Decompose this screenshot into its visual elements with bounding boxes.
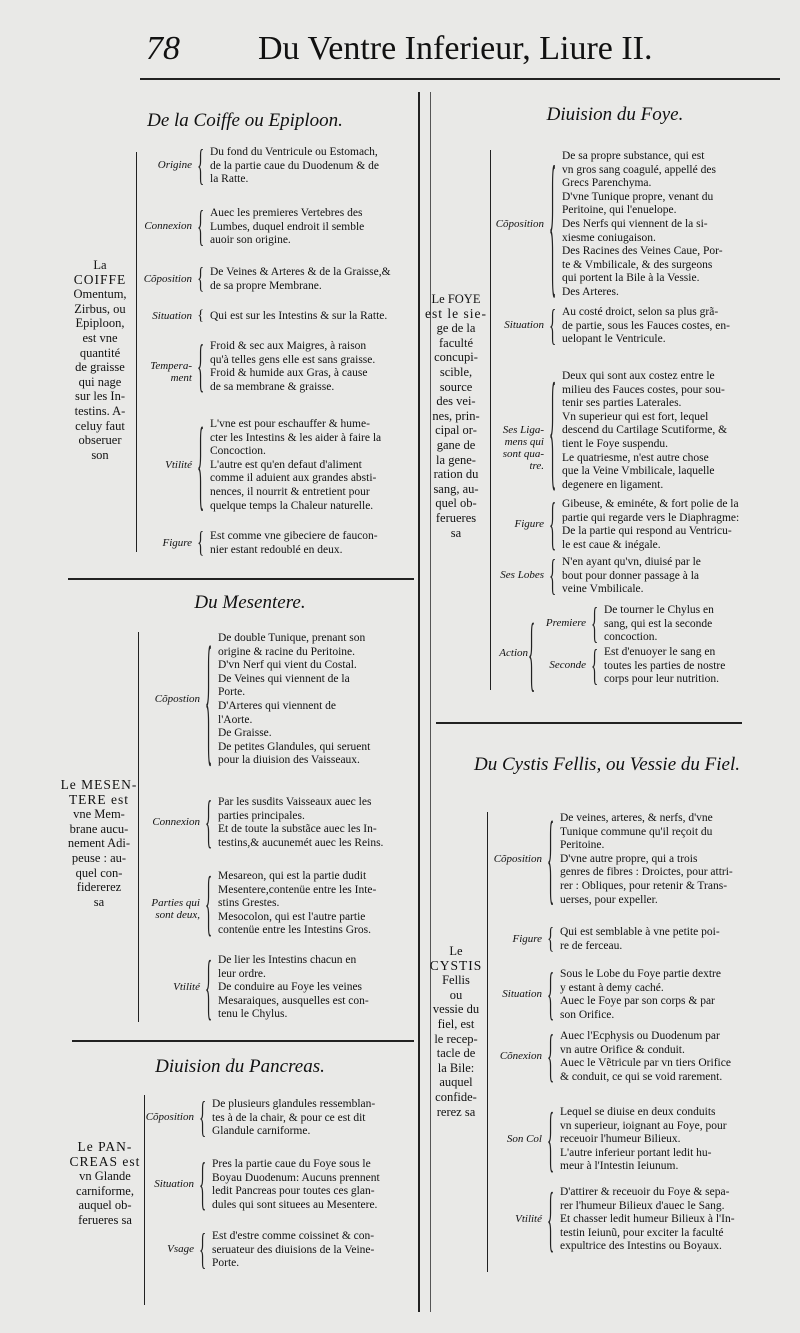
subject-description	[422, 292, 490, 540]
text-line: tes à de la chair, & pour ce est dit	[212, 1111, 366, 1124]
subdivision-label: Connexion	[152, 816, 200, 829]
text-line: quelque temps la Chaleur naturelle.	[210, 499, 374, 512]
brace-glyph: {	[199, 1152, 207, 1217]
subdivision-text	[560, 812, 796, 907]
text-line: De Veines & Arteres & de la Graisse,&	[210, 266, 391, 278]
subject-line: Le FOYE	[431, 292, 481, 306]
text-line: Porte.	[218, 686, 246, 699]
text-line: Concoction.	[210, 445, 266, 458]
subdivision-label: Figure	[162, 536, 192, 549]
text-line: Froid & humide aux Gras, à cause	[210, 367, 368, 380]
text-line: comme il aduient aux grandes absti-	[210, 472, 377, 485]
section-title: De la Coiffe ou Epiploon.	[147, 110, 343, 131]
text-line: De sa propre substance, qui est	[562, 150, 705, 162]
main-brace	[490, 150, 491, 690]
subdivision-label: Cõposition	[493, 852, 542, 865]
text-line: N'en ayant qu'vn, diuisé par le	[562, 556, 701, 568]
section-title: Diuision du Foye.	[546, 104, 684, 125]
text-line: L'autre inferieur portant ledit hu-	[560, 1146, 712, 1159]
text-line: Vn superieur qui est fort, lequel	[562, 410, 709, 423]
text-line: que la Veine Vmbilicale, laquelle	[562, 465, 715, 478]
text-line: tenu le Chylus.	[218, 1008, 288, 1021]
subject-line: des vei-	[436, 394, 476, 409]
rule-cystis	[436, 722, 742, 724]
subdivision-label: Seconde	[549, 659, 586, 672]
text-line: pour la diuision des Vaisseaux.	[218, 754, 360, 767]
text-line: nier estant redoublé en deux.	[210, 543, 343, 556]
text-line: concoction.	[604, 631, 658, 644]
brace-glyph: {	[528, 608, 536, 701]
text-line: Glandule carniforme.	[212, 1125, 311, 1138]
text-line: Tunique commune qu'il reçoit du	[560, 825, 713, 838]
text-line: origine & racine du Peritoine.	[218, 645, 356, 658]
text-line: Est d'estre comme coissinet & con-	[212, 1230, 375, 1242]
brace-glyph: {	[547, 1024, 555, 1089]
subject-line: est le sie-	[425, 305, 487, 321]
subdivision-text	[560, 1186, 796, 1254]
text-line: rer : Obliques, pour retenir & Trans-	[560, 879, 728, 892]
text-line: L'vne est pour eschauffer & hume-	[210, 418, 370, 430]
subject-line: sur les In-	[75, 389, 125, 404]
subject-line: fiel, est	[437, 1016, 475, 1031]
subdivision-label: Vtilité	[173, 981, 200, 993]
text-line: Des Arteres.	[562, 285, 619, 298]
subject-line: TERE est	[68, 791, 130, 807]
main-brace	[136, 152, 137, 552]
subdivision-label: Premiere	[545, 617, 586, 630]
header-rule	[140, 78, 780, 80]
text-line: De lier les Intestins chacun en	[218, 954, 357, 966]
text-line: Lumbes, duquel endroit il semble	[210, 220, 365, 233]
text-line: De petites Glandules, qui seruent	[218, 740, 371, 753]
rule-pancreas	[72, 1040, 414, 1042]
brace-glyph: {	[547, 922, 555, 955]
section-title: Diuision du Pancreas.	[155, 1056, 325, 1077]
text-line: Auec le Vẽtricule par vn tiers Orifice	[560, 1057, 731, 1070]
text-line: meur à l'Intestin Ieiunum.	[560, 1160, 679, 1173]
subdivision-text	[218, 632, 414, 768]
brace-glyph: {	[547, 962, 555, 1027]
text-line: corps pour leur nutrition.	[604, 673, 719, 686]
text-line: Auec le Foye par son corps & par	[560, 995, 715, 1008]
text-line: de sa propre Membrane.	[210, 279, 322, 292]
text-line: D'vn Nerf qui vient du Costal.	[218, 659, 357, 672]
text-line: Et chasser ledit humeur Bilieux à l'In-	[560, 1213, 735, 1226]
subdivision-text	[212, 1158, 418, 1212]
text-line: veine Vmbilicale.	[562, 583, 644, 596]
text-line: cter les Intestins & les aider à faire la	[210, 431, 382, 444]
text-line: Deux qui sont aux costez entre le	[562, 370, 715, 382]
text-line: re de ferceau.	[560, 939, 623, 952]
text-line: leur ordre.	[218, 967, 266, 980]
text-line: degenere en ligament.	[562, 478, 664, 491]
text-line: y estant à demy caché.	[560, 981, 664, 994]
subject-line: sa	[93, 894, 105, 909]
subject-line: vn Glande	[79, 1169, 131, 1184]
text-line: Mesaraiques, ausquelles est con-	[218, 994, 369, 1007]
brace-glyph: {	[197, 141, 205, 190]
text-line: bout pour donner passage à la	[562, 569, 700, 582]
subdivision-text	[562, 370, 794, 492]
subdivision-label: Vtilité	[515, 1213, 542, 1225]
text-line: De la partie qui respond au Ventricu-	[562, 525, 732, 538]
subdivision-label: Situation	[152, 309, 192, 322]
subdivision-label: Action	[499, 647, 528, 659]
subdivision-text	[210, 530, 410, 557]
text-line: Au costé droict, selon sa plus grã-	[562, 306, 719, 318]
text-line: Du fond du Ventricule ou Estomach,	[210, 146, 378, 158]
subdivision-text	[604, 646, 792, 687]
text-line: qu'à telles gens elle est sans graisse.	[210, 353, 376, 366]
brace-glyph: {	[205, 863, 213, 944]
subject-line: ferueres	[435, 510, 477, 525]
subject-line: obseruer	[78, 433, 122, 448]
text-line: genres de fibres : Droictes, pour attri-	[560, 866, 733, 879]
subdivision-text	[218, 870, 414, 938]
text-line: Sous le Lobe du Foye partie dextre	[560, 968, 721, 980]
text-line: Peritoine, qui l'enuelope.	[562, 204, 677, 217]
text-line: stins Grestes.	[218, 897, 280, 910]
subdivision-label: Cõposition	[145, 1111, 194, 1124]
subject-line: le recep-	[434, 1031, 478, 1046]
main-brace	[138, 632, 139, 1022]
brace-glyph: {	[197, 262, 205, 295]
subdivision-label: Parties qui sont deux,	[151, 897, 200, 921]
text-line: & conduit, ce qui se void rarement.	[560, 1070, 723, 1083]
text-line: Des Nerfs qui viennent de la si-	[562, 217, 708, 230]
text-line: de sa membrane & graisse.	[210, 380, 335, 393]
subdivision-text	[210, 146, 410, 187]
subject-line: de graisse	[75, 360, 125, 375]
text-line: contenüe entre les Intestins Gros.	[218, 924, 371, 937]
subject-line: COIFFE	[73, 271, 127, 287]
subject-line: tacle de	[436, 1046, 476, 1061]
text-line: De Veines qui viennent de la	[218, 672, 350, 685]
text-line: D'vne autre propre, qui a trois	[560, 852, 698, 865]
text-line: Grecs Parenchyma.	[562, 177, 652, 190]
subject-line: nement Adi-	[67, 836, 131, 851]
text-line: Le quatriesme, n'est autre chose	[562, 451, 709, 464]
subdivision-text	[210, 310, 410, 324]
text-line: Gibeuse, & eminéte, & fort polie de la	[562, 498, 739, 510]
text-line: Auec les premieres Vertebres des	[210, 207, 363, 219]
subdivision-text	[210, 418, 410, 513]
text-line: la Ratte.	[210, 173, 249, 186]
brace-glyph: {	[549, 551, 557, 600]
text-line: le est caue & inégale.	[562, 538, 661, 551]
subdivision-text	[562, 306, 794, 347]
text-line: te & Vmbilicale, & des surgeons	[562, 258, 713, 271]
text-line: milieu des Fauces costes, pour sou-	[562, 383, 725, 396]
text-line: Mesareon, qui est la partie dudit	[218, 870, 367, 882]
section-title: Du Mesentere.	[194, 592, 306, 613]
text-line: dules qui sont situees au Mesentere.	[212, 1198, 378, 1211]
subject-description	[64, 1140, 146, 1228]
brace-glyph: {	[205, 947, 213, 1028]
subject-line: Le PAN-	[77, 1139, 133, 1154]
text-line: De tourner le Chylus en	[604, 604, 714, 616]
text-line: xiesme coniugaison.	[562, 231, 656, 244]
brace-glyph: {	[197, 409, 205, 522]
subject-line: fidererez	[76, 880, 122, 895]
subject-line: scible,	[439, 364, 473, 379]
subject-line: source	[439, 379, 473, 394]
subject-line: Le	[449, 944, 463, 958]
text-line: de la partie caue du Duodenum & de	[210, 159, 379, 172]
subject-line: sa	[450, 525, 462, 540]
text-line: auoir son origine.	[210, 234, 291, 247]
brace-glyph: {	[205, 620, 213, 781]
brace-glyph: {	[549, 137, 557, 314]
subdivision-label: Cõposition	[495, 217, 544, 230]
text-line: Boyau Duodenum: Aucuns prennent	[212, 1171, 380, 1184]
subdivision-text	[562, 498, 794, 552]
brace-glyph: {	[547, 803, 555, 916]
subject-line: testins. A-	[74, 403, 126, 418]
text-line: rer l'humeur Bilieux d'auec le Sang.	[560, 1199, 725, 1212]
column-divider	[418, 92, 420, 1312]
subdivision-text	[218, 954, 414, 1022]
subdivision-label: Cõnexion	[499, 1050, 542, 1063]
subdivision-label: Vtilité	[165, 458, 192, 471]
brace-glyph: {	[199, 1225, 207, 1274]
subdivision-text	[210, 340, 410, 394]
subdivision-text	[218, 796, 414, 850]
text-line: testins,& aucunemét auec les Reins.	[218, 836, 384, 849]
subject-line: auquel	[439, 1075, 473, 1090]
brace-glyph: {	[549, 359, 557, 504]
subdivision-label: Connexion	[144, 220, 192, 233]
text-line: partie qui regarde vers le Diaphragme:	[562, 511, 740, 524]
text-line: De veines, arteres, & nerfs, d'vne	[560, 812, 713, 824]
subject-line: qui nage	[78, 374, 122, 389]
main-brace	[144, 1095, 145, 1305]
subject-line: CREAS est	[69, 1153, 141, 1169]
subject-line: Epiploon,	[75, 316, 125, 331]
subject-line: quel ob-	[435, 496, 477, 511]
text-line: expultrice des Intestins ou Boyaux.	[560, 1240, 722, 1253]
text-line: qui portent la Bile à la Vessie.	[562, 272, 700, 285]
subject-description	[60, 778, 138, 909]
subject-line: brane aucu-	[69, 821, 129, 836]
subject-line: faculté	[438, 335, 473, 350]
text-line: De plusieurs glandules ressemblan-	[212, 1098, 376, 1110]
brace-glyph: {	[547, 1179, 555, 1260]
text-line: receuoir l'humeur Bilieux.	[560, 1133, 681, 1146]
subdivision-label: Figure	[512, 932, 542, 945]
text-line: l'Aorte.	[218, 713, 253, 726]
text-line: sang, qui est la seconde	[604, 617, 713, 630]
subdivision-text	[560, 1030, 796, 1084]
text-line: vn gros sang coagulé, appellé des	[562, 163, 716, 176]
text-line: Qui est semblable à vne petite poi-	[560, 926, 720, 938]
subdivision-label: Situation	[502, 988, 542, 1001]
subject-line: Fellis	[442, 973, 470, 988]
brace-glyph: {	[547, 1099, 555, 1180]
subject-line: Omentum,	[73, 287, 127, 302]
subdivision-text	[562, 556, 794, 597]
running-title: Du Ventre Inferieur, Liure II.	[258, 30, 653, 67]
text-line: Lequel se diuise en deux conduits	[560, 1106, 716, 1118]
text-line: son Orifice.	[560, 1008, 615, 1021]
text-line: de partie, sous les Fauces costes, en-	[562, 319, 730, 332]
text-line: nences, il nourrit & entretient pour	[210, 485, 370, 498]
subject-line: ration du	[433, 467, 479, 482]
subdivision-label: Ses Liga-mens qui sont qua-tre.	[502, 424, 544, 473]
subject-line: est vne	[82, 330, 118, 345]
text-line: seruateur des diuisions de la Veine-	[212, 1243, 375, 1256]
subdivision-label: Tempera-ment	[150, 360, 192, 385]
text-line: Pres la partie caue du Foye sous le	[212, 1158, 371, 1170]
text-line: testin Ieiunũ, pour exciter la faculté	[560, 1226, 724, 1239]
text-line: D'vne Tunique propre, venant du	[562, 190, 714, 203]
subdivision-text	[560, 968, 796, 1022]
subject-line: la Bile:	[437, 1060, 475, 1075]
page-header	[140, 30, 780, 80]
text-line: De Graisse.	[218, 727, 272, 740]
subject-line: CYSTIS	[429, 957, 483, 973]
subdivision-text	[560, 1106, 796, 1174]
subject-line: son	[91, 447, 109, 462]
brace-glyph: {	[591, 599, 599, 648]
subdivision-text	[212, 1098, 418, 1139]
text-line: descend du Cartilage Scutiforme, &	[562, 424, 728, 437]
subject-line: quantité	[79, 345, 121, 360]
subject-line: quel con-	[75, 865, 123, 880]
text-line: Est d'enuoyer le sang en	[604, 646, 716, 658]
subject-line: Le MESEN-	[60, 777, 138, 792]
text-line: Qui est sur les Intestins & sur la Ratte.	[210, 310, 388, 322]
brace-glyph: {	[549, 301, 557, 350]
text-line: Auec l'Ecphysis ou Duodenum par	[560, 1030, 720, 1042]
text-line: uerses, pour expeller.	[560, 893, 658, 906]
text-line: uelopant le Ventricule.	[562, 333, 666, 346]
subject-line: carniforme,	[76, 1183, 134, 1198]
subdivision-text	[560, 926, 796, 953]
subdivision-label: Son Col	[506, 1133, 542, 1145]
brace-glyph: {	[197, 307, 205, 324]
subdivision-label: Vsage	[167, 1243, 194, 1256]
text-line: Peritoine.	[560, 839, 605, 852]
text-line: Mesocolon, qui est l'autre partie	[218, 910, 366, 923]
brace-glyph: {	[197, 526, 205, 559]
main-brace	[487, 812, 488, 1272]
subject-line: concupi-	[434, 350, 478, 365]
subject-line: vne Mem-	[73, 807, 125, 822]
text-line: vn autre Orifice & conduit.	[560, 1043, 685, 1056]
subject-line: celuy faut	[75, 418, 125, 433]
text-line: ledit Pancreas pour toutes ces glan-	[212, 1185, 375, 1198]
text-line: Porte.	[212, 1257, 240, 1270]
subject-line: peuse : au-	[71, 850, 127, 865]
subject-line: Zirbus, ou	[74, 301, 126, 316]
brace-glyph: {	[549, 492, 557, 557]
subject-description	[424, 944, 488, 1119]
subdivision-label: Situation	[154, 1178, 194, 1191]
subject-line: gane de	[436, 437, 476, 452]
subdivision-text	[562, 150, 794, 300]
subject-line: sang, au-	[433, 481, 479, 496]
text-line: tient le Foye suspendu.	[562, 437, 669, 450]
text-line: D'attirer & receuoir du Foye & sepa-	[560, 1186, 730, 1198]
subject-line: ferueres sa	[78, 1212, 132, 1227]
brace-glyph: {	[197, 202, 205, 251]
text-line: L'autre est qu'en defaut d'aliment	[210, 458, 362, 471]
page-number: 78	[146, 30, 180, 67]
subdivision-text	[210, 266, 410, 293]
subject-line: confide-	[435, 1089, 477, 1104]
text-line: Par les susdits Vaisseaux auec les	[218, 796, 372, 808]
subject-line: ou	[449, 987, 463, 1002]
text-line: Mesentere,contenüe entre les Inte-	[218, 883, 377, 896]
column-divider-thin	[430, 92, 431, 1312]
subject-line: rerez sa	[436, 1104, 476, 1119]
text-line: toutes les parties de nostre	[604, 659, 726, 672]
brace-glyph: {	[197, 334, 205, 399]
subject-line: nes, prin-	[432, 408, 480, 423]
text-line: tenir ses parties Laterales.	[562, 397, 682, 410]
subdivision-label: Cõposition	[143, 272, 192, 285]
brace-glyph: {	[205, 790, 213, 855]
subdivision-label: Situation	[504, 319, 544, 332]
subject-line: la gene-	[436, 452, 476, 467]
subdivision-label: Figure	[514, 518, 544, 531]
rule-mesentere	[68, 578, 414, 580]
subject-description	[60, 258, 140, 462]
subdivision-text	[604, 604, 792, 645]
text-line: Et de toute la substãce auec les In-	[218, 823, 377, 836]
text-line: De conduire au Foye les veines	[218, 981, 363, 994]
subdivision-label: Origine	[157, 159, 192, 172]
text-line: D'Arteres qui viennent de	[218, 699, 336, 712]
subject-line: auquel ob-	[78, 1198, 132, 1213]
text-line: Est comme vne gibeciere de faucon-	[210, 530, 378, 542]
section-title: Du Cystis Fellis, ou Vessie du Fiel.	[474, 754, 740, 775]
subdivision-text	[210, 207, 410, 248]
subdivision-text	[212, 1230, 418, 1271]
text-line: parties principales.	[218, 809, 305, 822]
brace-glyph: {	[591, 641, 599, 690]
text-line: Des Racines des Veines Caue, Por-	[562, 245, 723, 258]
subject-line: ge de la	[436, 321, 476, 336]
subdivision-label: Cõpostion	[154, 693, 200, 705]
text-line: Froid & sec aux Maigres, à raison	[210, 340, 367, 352]
subject-line: vessie du	[432, 1002, 480, 1017]
subject-line: La	[93, 258, 107, 272]
text-line: vn superieur, ioignant au Foye, pour	[560, 1119, 727, 1132]
text-line: De double Tunique, prenant son	[218, 632, 366, 644]
subdivision-label: Ses Lobes	[500, 569, 544, 582]
subject-line: cipal or-	[435, 423, 477, 438]
brace-glyph: {	[199, 1093, 207, 1142]
